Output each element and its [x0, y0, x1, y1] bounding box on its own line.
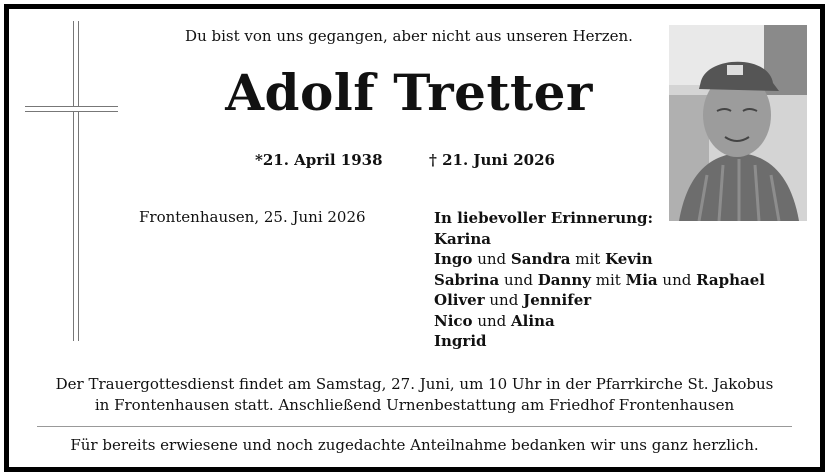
mourner-line: Ingo und Sandra mit Kevin: [434, 250, 653, 268]
place-and-date: Frontenhausen, 25. Juni 2026: [139, 208, 366, 226]
memorial-quote: Du bist von uns gegangen, aber nicht aus unseren Herzen.: [185, 27, 633, 45]
deceased-name: Adolf Tretter: [225, 63, 593, 122]
birth-date: *21. April 1938: [255, 151, 383, 169]
mourner-line: Oliver und Jennifer: [434, 291, 592, 309]
divider-line: [37, 426, 792, 427]
mourners-heading: In liebevoller Erinnerung:: [434, 209, 654, 227]
mourners-list: [434, 208, 765, 352]
death-date: † 21. Juni 2026: [429, 151, 555, 169]
portrait-illustration: [669, 25, 807, 221]
portrait-photo: [669, 25, 807, 221]
mourner-line: Ingrid: [434, 332, 487, 350]
cross-vertical-beam: [73, 21, 79, 341]
mourner-line: Sabrina und Danny mit Mia und Raphael: [434, 270, 765, 289]
service-info: [9, 374, 820, 416]
mourner-line: Karina: [434, 229, 491, 248]
service-line-2: in Frontenhausen statt. Anschließend Urnenbestattung am Friedhof Frontenhausen: [94, 396, 735, 414]
service-line-1: Der Trauergottesdienst findet am Samstag, 27. Juni, um 10 Uhr in der Pfarrkirche St. Jakobus: [55, 375, 774, 393]
cross-horizontal-beam: [25, 106, 118, 112]
obituary-frame: [4, 4, 825, 472]
mourner-line: Nico und Alina: [434, 311, 555, 330]
thanks-note: Für bereits erwiesene und noch zugedachte Anteilnahme bedanken wir uns ganz herzlich.: [70, 436, 759, 454]
